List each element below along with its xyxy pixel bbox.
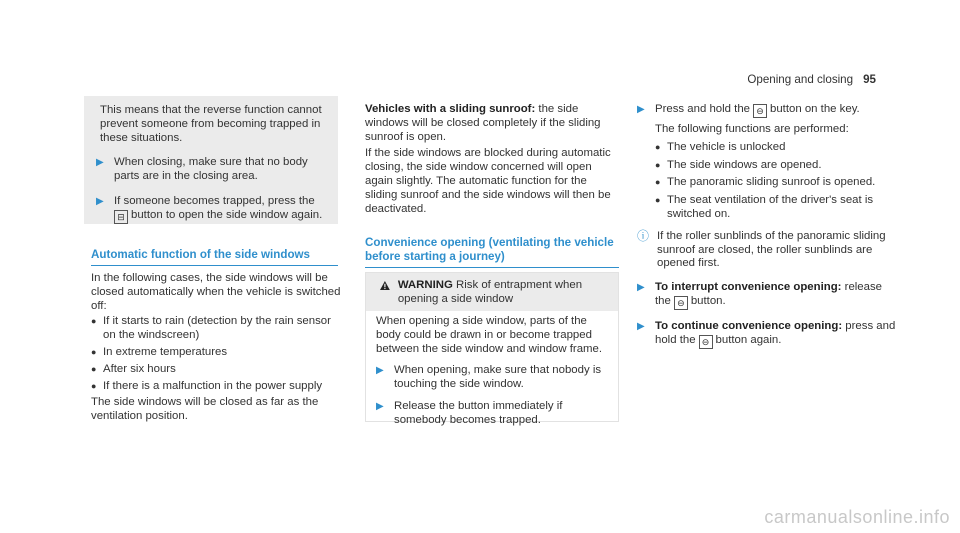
warning-header: [366, 273, 618, 311]
step-interrupt: [637, 281, 897, 310]
list-item: ● In extreme temperatures: [91, 345, 228, 358]
warning-title: WARNING Risk of entrapment when opening a side window: [397, 279, 583, 305]
unlock-key-icon: ⊖: [674, 296, 688, 310]
list-item: ● The vehicle is unlocked: [655, 140, 786, 153]
bullet-dot-icon: ●: [91, 363, 97, 374]
watermark: carmanualsonline.info: [764, 507, 950, 528]
bullet-dot-icon: ●: [91, 380, 97, 391]
bullet-dot-icon: ●: [655, 159, 661, 170]
intro-text: In the following cases, the side windows will be closed automatically when the vehicle is switched off:: [91, 272, 341, 312]
play-arrow-icon: ▶: [96, 157, 104, 169]
automatic-body: [91, 272, 341, 424]
sunroof-text-block: [365, 103, 617, 216]
step-text: When opening, make sure that nobody is touching the side window.: [394, 364, 602, 391]
bullet-dot-icon: ●: [655, 141, 661, 152]
list-item: ● The side windows are opened.: [655, 158, 822, 171]
box-step-1: [96, 156, 330, 184]
play-arrow-icon: ▶: [96, 195, 104, 207]
functions-intro: The following functions are performed:: [655, 123, 849, 135]
list-item: ● If there is a malfunction in the power supply: [91, 379, 323, 392]
warning-box: [365, 272, 619, 426]
blocked-paragraph: If the side windows are blocked during automatic closing, the side window concerned will open again slightly. The automatic function for the sliding sunroof and the side windows will then be deactivated.: [365, 147, 611, 215]
sunroof-paragraph: Vehicles with a sliding sunroof: the side windows will be closed completely if the sliding sunroof is open.: [365, 103, 601, 143]
warning-triangle-icon: [380, 279, 390, 292]
step-text: To continue convenience opening: press and hold the ⊖ button again.: [655, 319, 896, 347]
list-item: ● After six hours: [91, 362, 176, 375]
box-step-2: [96, 195, 330, 224]
list-item: ● The seat ventilation of the driver's seat is switched on.: [655, 194, 874, 220]
step-press-hold: [637, 103, 897, 118]
list-item: ● The panoramic sliding sunroof is opened.: [655, 176, 876, 189]
bullet-dot-icon: ●: [655, 195, 661, 206]
bullet-dot-icon: ●: [91, 316, 97, 327]
page-header: [747, 73, 876, 87]
outro-text: The side windows will be closed as far as the ventilation position.: [91, 396, 319, 423]
step-text: When closing, make sure that no body parts are in the closing area.: [114, 156, 308, 183]
convenience-steps: [637, 103, 897, 349]
bullet-dot-icon: ●: [655, 177, 661, 188]
section-heading-automatic: Automatic function of the side windows: [91, 248, 338, 266]
warning-step-2: [376, 400, 610, 428]
play-arrow-icon: ▶: [637, 282, 645, 294]
step-text: If someone becomes trapped, press the ⊟ button to open the side window again.: [114, 194, 323, 222]
section-heading-convenience: Convenience opening (ventilating the vehicle before starting a journey): [365, 236, 619, 268]
page-number: 95: [863, 73, 876, 86]
warning-step-1: [376, 364, 610, 392]
window-key-icon: ⊟: [114, 210, 128, 224]
step-text: Release the button immediately if somebody becomes trapped.: [394, 399, 563, 426]
bullet-dot-icon: ●: [91, 346, 97, 357]
info-text: If the roller sunblinds of the panoramic sliding sunroof are closed, the roller sunblinds are opened first.: [657, 229, 886, 270]
step-text: Press and hold the ⊖ button on the key.: [655, 103, 860, 116]
step-text: To interrupt convenience opening: release the ⊖ button.: [655, 281, 883, 308]
info-icon: ⓘ: [637, 228, 650, 243]
warning-text: When opening a side window, parts of the body could be drawn in or become trapped between the side window and window frame.: [376, 315, 603, 355]
continuation-box: [84, 96, 338, 224]
play-arrow-icon: ▶: [376, 400, 384, 412]
info-note: [637, 230, 897, 271]
play-arrow-icon: ▶: [376, 365, 384, 377]
section-title: Opening and closing: [747, 73, 854, 86]
step-continue: [637, 320, 897, 349]
play-arrow-icon: ▶: [637, 320, 645, 332]
box-text: This means that the reverse function cannot prevent someone from becoming trapped in these situations.: [100, 104, 322, 144]
list-item: ● If it starts to rain (detection by the rain sensor on the windscreen): [91, 315, 331, 342]
unlock-key-icon: ⊖: [699, 335, 713, 349]
unlock-key-icon: ⊖: [753, 104, 767, 118]
play-arrow-icon: ▶: [637, 104, 645, 115]
